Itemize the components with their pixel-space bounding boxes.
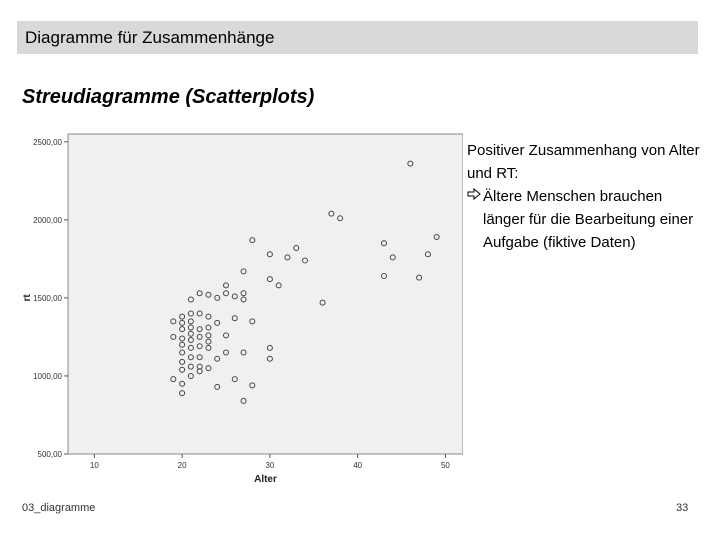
footer-page-number: 33	[676, 502, 689, 514]
x-axis-label: Alter	[254, 474, 277, 485]
x-tick-label: 40	[353, 461, 363, 470]
plot-area	[68, 134, 463, 454]
scatterplot-chart	[18, 128, 463, 500]
side-text-bullet	[467, 185, 707, 254]
side-text-bullet-text: Ältere Menschen brauchen länger für die Bearbeitung einer Aufgabe (fiktive Daten)	[483, 188, 694, 251]
footer-file-label: 03_diagramme	[22, 502, 96, 514]
x-tick-label: 30	[265, 461, 275, 470]
scatterplot-svg	[18, 128, 463, 495]
y-tick-label: 2500,00	[33, 137, 62, 147]
y-tick-label: 1500,00	[33, 293, 62, 303]
y-tick-label: 500,00	[37, 450, 62, 459]
x-tick-label: 50	[440, 461, 450, 470]
x-tick-label: 20	[177, 461, 187, 470]
y-tick-label: 1000,00	[33, 371, 62, 381]
side-text-line1: Positiver Zusammenhang von Alter und RT:	[467, 142, 700, 182]
side-explanation	[467, 139, 707, 254]
arrow-right-outline-icon	[467, 185, 483, 254]
x-tick-label: 10	[89, 461, 99, 470]
slide-header-bar	[17, 21, 698, 54]
slide-subtitle: Streudiagramme (Scatterplots)	[22, 86, 315, 108]
slide-header-title: Diagramme für Zusammenhänge	[25, 27, 275, 47]
y-tick-label: 2000,00	[33, 215, 62, 225]
y-axis-label: rt	[22, 294, 33, 302]
